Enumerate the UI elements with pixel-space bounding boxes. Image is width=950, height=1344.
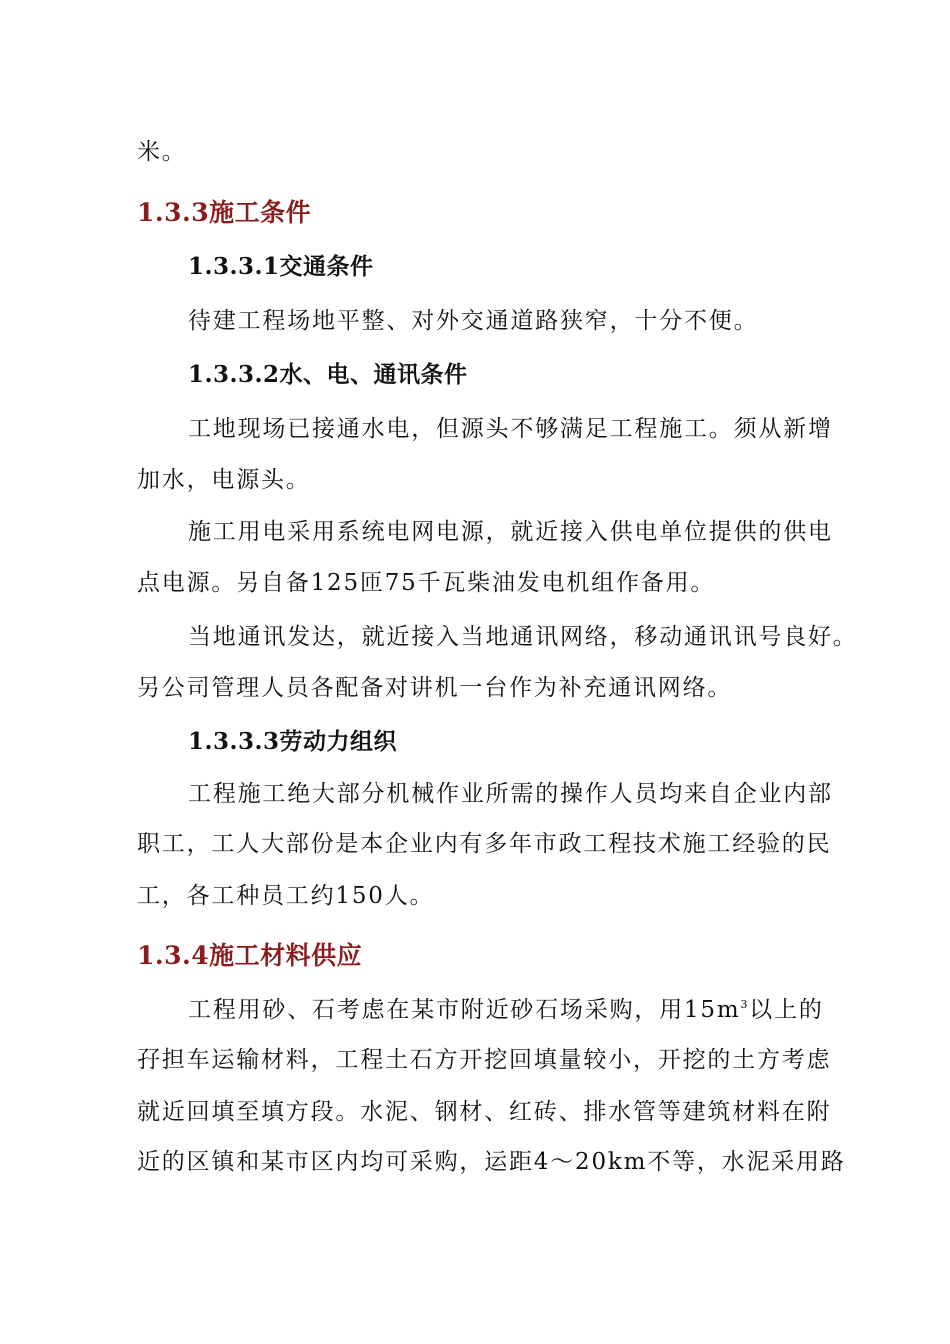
subsection-heading-1-3-3-2: 1.3.3.2水、电、通讯条件	[188, 361, 468, 388]
paragraph-line: 孖担车运输材料，工程土石方开挖回填量较小，开挖的土方考虑	[137, 1047, 832, 1073]
paragraph-line: 工程施工绝大部分机械作业所需的操作人员均来自企业内部	[188, 781, 833, 807]
superscript: 3	[740, 998, 750, 1011]
subsection-heading-1-3-3-3: 1.3.3.3劳动力组织	[188, 728, 398, 755]
paragraph-line: 米。	[137, 139, 187, 165]
paragraph-line	[188, 995, 824, 1025]
text-segment: 工程用砂、石考虑在某市附近砂石场采购，用15m	[188, 997, 741, 1023]
text-segment: 以上的	[749, 997, 824, 1023]
paragraph-line: 工地现场已接通水电，但源头不够满足工程施工。须从新增	[188, 416, 833, 442]
paragraph-line: 施工用电采用系统电网电源，就近接入供电单位提供的供电	[188, 519, 833, 545]
paragraph-line: 待建工程场地平整、对外交通道路狭窄，十分不便。	[188, 308, 759, 334]
subsection-heading-1-3-3-1: 1.3.3.1交通条件	[188, 253, 374, 280]
section-heading-1-3-3: 1.3.3施工条件	[137, 198, 312, 227]
paragraph-line: 加水，电源头。	[137, 467, 311, 493]
paragraph-line: 工，各工种员工约150人。	[137, 883, 435, 909]
paragraph-line: 另公司管理人员各配备对讲机一台作为补充通讯网络。	[137, 675, 733, 701]
paragraph-line: 点电源。另自备125匝75千瓦柴油发电机组作备用。	[137, 570, 716, 596]
paragraph-line: 当地通讯发达，就近接入当地通讯网络，移动通讯讯号良好。	[188, 624, 858, 650]
paragraph-line: 近的区镇和某市区内均可采购，运距4～20km不等，水泥采用路	[137, 1149, 846, 1175]
section-heading-1-3-4: 1.3.4施工材料供应	[137, 941, 363, 970]
paragraph-line: 就近回填至填方段。水泥、钢材、红砖、排水管等建筑材料在附	[137, 1099, 832, 1125]
paragraph-line: 职工，工人大部份是本企业内有多年市政工程技术施工经验的民	[137, 831, 832, 857]
